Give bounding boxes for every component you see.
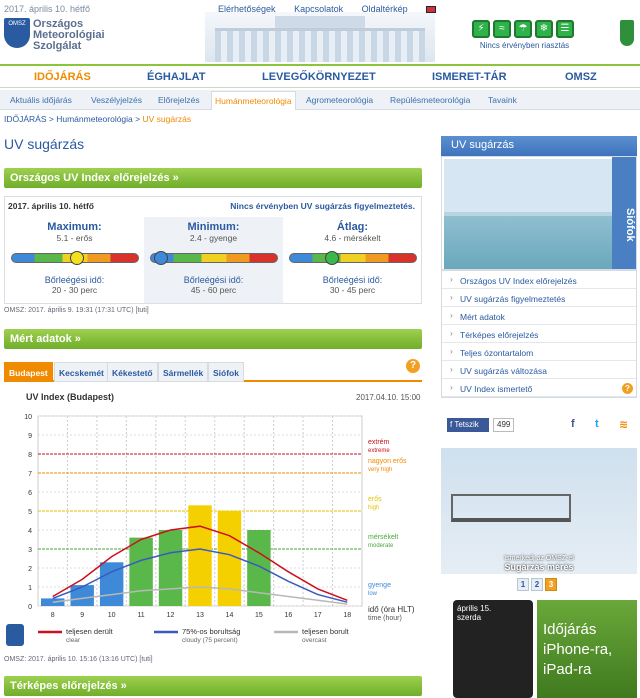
uv-level-marker xyxy=(154,251,168,265)
breadcrumb-current: UV sugárzás xyxy=(142,114,192,124)
app-promo-banner[interactable]: Időjárás iPhone-ra, iPad-ra xyxy=(537,600,637,698)
forecast-section-header[interactable]: Országos UV Index előrejelzés » xyxy=(4,168,422,188)
legend-label-en: cloudy (75 percent) xyxy=(182,637,238,644)
wind-icon[interactable]: ≈ xyxy=(493,20,511,38)
band-label-en: moderate xyxy=(368,543,394,549)
rss-icon[interactable]: ≋ xyxy=(619,419,629,431)
header-date: 2017. április 10. hétfő xyxy=(4,4,91,14)
social-bar xyxy=(447,418,637,434)
photo-pager xyxy=(517,578,559,591)
x-tick-label: 17 xyxy=(313,612,322,619)
band-label: gyenge xyxy=(368,582,391,589)
y-tick-label: 9 xyxy=(28,433,32,440)
promo-photo[interactable]: Ismerkedj az OMSZ-el Sugárzás mérés xyxy=(441,448,637,574)
facebook-icon[interactable]: f xyxy=(571,418,575,430)
uv-scale-bar xyxy=(150,253,278,263)
y-tick-label: 0 xyxy=(28,604,32,611)
alert-panel xyxy=(472,20,577,50)
y-tick-label: 1 xyxy=(28,585,32,592)
tab-kekesteto[interactable]: Kékestető xyxy=(107,362,158,382)
forecast-meta: OMSZ: 2017. április 9. 19:31 (17:31 UTC) [tuti] xyxy=(4,307,149,314)
link-uv-forecast[interactable]: › Országos UV Index előrejelzés xyxy=(442,271,636,289)
nav-omsz[interactable]: OMSZ xyxy=(565,71,597,83)
legend-label: teljesen derült xyxy=(66,627,113,636)
tab-kecskemet[interactable]: Kecskemét xyxy=(54,362,109,382)
webcam-panel[interactable] xyxy=(441,156,637,270)
header-building-image xyxy=(205,12,435,62)
top-links xyxy=(218,4,452,14)
station-tabs xyxy=(4,360,422,382)
x-axis-label: idő (óra HLT) xyxy=(368,605,415,614)
breadcrumb-humanmet[interactable]: Humánmeteorológia xyxy=(56,114,133,124)
thunder-icon[interactable]: ⚡ xyxy=(472,20,490,38)
nav-idojaras[interactable]: IDŐJÁRÁS xyxy=(34,71,91,83)
link-uv-info[interactable]: › UV Index ismertető xyxy=(442,379,636,397)
app-promo-phone[interactable]: április 15. szerda xyxy=(453,600,533,698)
facebook-like-button[interactable]: f Tetszik xyxy=(447,418,489,432)
x-tick-label: 11 xyxy=(137,612,145,619)
x-tick-label: 9 xyxy=(80,612,85,619)
main-nav xyxy=(0,64,640,88)
nav-ismeret-tar[interactable]: ISMERET-TÁR xyxy=(432,71,507,83)
english-flag-icon[interactable] xyxy=(426,6,436,13)
y-tick-label: 7 xyxy=(28,471,32,478)
nav-eghajlat[interactable]: ÉGHAJLAT xyxy=(147,71,206,83)
uv-level-marker xyxy=(325,251,339,265)
band-label-en: extreme xyxy=(368,448,390,454)
link-contacts[interactable]: Kapcsolatok xyxy=(294,4,344,14)
uv-avg-col: Átlag: 4.6 - mérsékelt Bőrleégési idő: 30 - 45 perc xyxy=(283,217,422,303)
y-tick-label: 10 xyxy=(24,414,32,421)
rain-icon[interactable]: ☂ xyxy=(514,20,532,38)
subnav-veszelyjelzes[interactable]: Veszélyjelzés xyxy=(91,95,143,105)
subnav-aktualis[interactable]: Aktuális időjárás xyxy=(10,95,72,105)
subnav-repulesmeteorologia[interactable]: Repülésmeteorológia xyxy=(390,95,471,105)
chart-timestamp: 2017.04.10. 15:00 xyxy=(356,393,421,402)
tab-budapest[interactable]: Budapest xyxy=(4,362,53,382)
uv-scale-bar xyxy=(289,253,417,263)
twitter-icon[interactable]: t xyxy=(595,418,599,430)
uv-forecast-box xyxy=(4,196,422,304)
snow-icon[interactable]: ❄ xyxy=(535,20,553,38)
subnav-elorejelzes[interactable]: Előrejelzés xyxy=(158,95,200,105)
uv-bar xyxy=(41,598,64,606)
legend-label: 75%-os borultság xyxy=(182,627,241,636)
subnav-tavaink[interactable]: Tavaink xyxy=(488,95,517,105)
link-sitemap[interactable]: Oldaltérkép xyxy=(361,4,408,14)
uv-bar xyxy=(129,538,152,606)
info-help-icon[interactable]: ? xyxy=(622,383,633,394)
y-tick-label: 2 xyxy=(28,566,32,573)
uv-level-marker xyxy=(70,251,84,265)
legend-label-en: clear xyxy=(66,637,81,644)
uv-bar xyxy=(188,505,211,606)
webcam-location: Siófok xyxy=(612,157,636,269)
band-label-en: high xyxy=(368,505,380,511)
y-tick-label: 4 xyxy=(28,528,32,535)
logo-text[interactable]: Országos Meteorológiai Szolgálat xyxy=(33,18,105,52)
band-label-en: low xyxy=(368,591,378,597)
forecast-date: 2017. április 10. hétfő xyxy=(8,201,94,211)
right-link-list xyxy=(441,270,637,398)
chart-title: UV Index (Budapest) xyxy=(26,392,115,402)
link-measured[interactable]: › Mért adatok xyxy=(442,307,636,325)
omsz-chart-logo xyxy=(6,624,24,646)
page-1[interactable]: 1 xyxy=(517,578,529,591)
link-uv-change[interactable]: › UV sugárzás változása xyxy=(442,361,636,379)
sub-nav xyxy=(0,90,640,110)
like-count: 499 xyxy=(493,418,514,432)
header xyxy=(0,0,640,62)
breadcrumb-idojaras[interactable]: IDŐJÁRÁS xyxy=(4,114,47,124)
x-tick-label: 14 xyxy=(225,612,234,619)
x-tick-label: 12 xyxy=(166,612,175,619)
omsz-logo[interactable]: OMSZ xyxy=(4,18,30,48)
x-tick-label: 8 xyxy=(50,612,55,619)
x-axis-label-en: time (hour) xyxy=(368,615,402,622)
link-accessibility[interactable]: Elérhetőségek xyxy=(218,4,276,14)
y-tick-label: 6 xyxy=(28,490,32,497)
right-panel-title: UV sugárzás xyxy=(441,136,637,156)
map-forecast-section-header[interactable]: Térképes előrejelzés » xyxy=(4,676,422,696)
uv-min-col: Minimum: 2.4 - gyenge Bőrleégési idő: 45 - 60 perc xyxy=(144,217,283,303)
x-tick-label: 15 xyxy=(255,612,263,619)
webcam-image[interactable] xyxy=(444,159,612,269)
link-ozone[interactable]: › Teljes ózontartalom xyxy=(442,343,636,361)
hungarian-crest-icon xyxy=(620,20,634,46)
legend-label: teljesen borult xyxy=(302,627,349,636)
breadcrumb: IDŐJÁRÁS > Humánmeteorológia > UV sugárzás xyxy=(4,114,192,124)
measured-section-header[interactable]: Mért adatok » xyxy=(4,329,422,349)
page-title: UV sugárzás xyxy=(4,136,85,152)
x-tick-label: 16 xyxy=(284,612,293,619)
x-tick-label: 18 xyxy=(343,612,352,619)
band-label: nagyon erős xyxy=(368,458,407,465)
page-2[interactable]: 2 xyxy=(531,578,543,591)
uv-bar xyxy=(247,530,270,606)
uv-max-col: Maximum: 5.1 - erős Bőrleégési idő: 20 - 30 perc xyxy=(5,217,144,303)
legend-label-en: overcast xyxy=(302,637,327,644)
forecast-warning: Nincs érvényben UV sugárzás figyelmeztetés. xyxy=(230,201,415,211)
link-map-forecast[interactable]: › Térképes előrejelzés xyxy=(442,325,636,343)
band-label: extrém xyxy=(368,439,390,446)
tab-siofok[interactable]: Siófok xyxy=(208,362,244,382)
uv-scale-bar xyxy=(11,253,139,263)
nav-levegokornyezet[interactable]: LEVEGŐKÖRNYEZET xyxy=(262,71,376,83)
band-label: erős xyxy=(368,496,382,503)
uv-bar xyxy=(159,530,182,606)
x-tick-label: 10 xyxy=(107,612,116,619)
band-label: mérsékelt xyxy=(368,534,399,541)
subnav-humanmeteorologia[interactable]: Humánmeteorológia xyxy=(211,91,296,110)
alert-text[interactable]: Nincs érvényben riasztás xyxy=(479,41,570,50)
link-uv-warning[interactable]: › UV sugárzás figyelmeztetés xyxy=(442,289,636,307)
y-tick-label: 5 xyxy=(28,509,32,516)
fog-icon[interactable]: ☰ xyxy=(556,20,574,38)
uv-index-chart xyxy=(4,386,422,650)
page-3[interactable]: 3 xyxy=(545,578,557,591)
subnav-agrometeorologia[interactable]: Agrometeorológia xyxy=(306,95,374,105)
help-icon[interactable]: ? xyxy=(406,359,420,373)
band-label-en: very high xyxy=(368,467,393,473)
y-tick-label: 3 xyxy=(28,547,32,554)
x-tick-label: 13 xyxy=(196,612,204,619)
measured-meta: OMSZ: 2017. április 10. 15:16 (13:16 UTC) [tuti] xyxy=(4,656,153,663)
uv-bar xyxy=(70,585,93,606)
tab-sarmellek[interactable]: Sármellék xyxy=(158,362,208,382)
y-tick-label: 8 xyxy=(28,452,32,459)
